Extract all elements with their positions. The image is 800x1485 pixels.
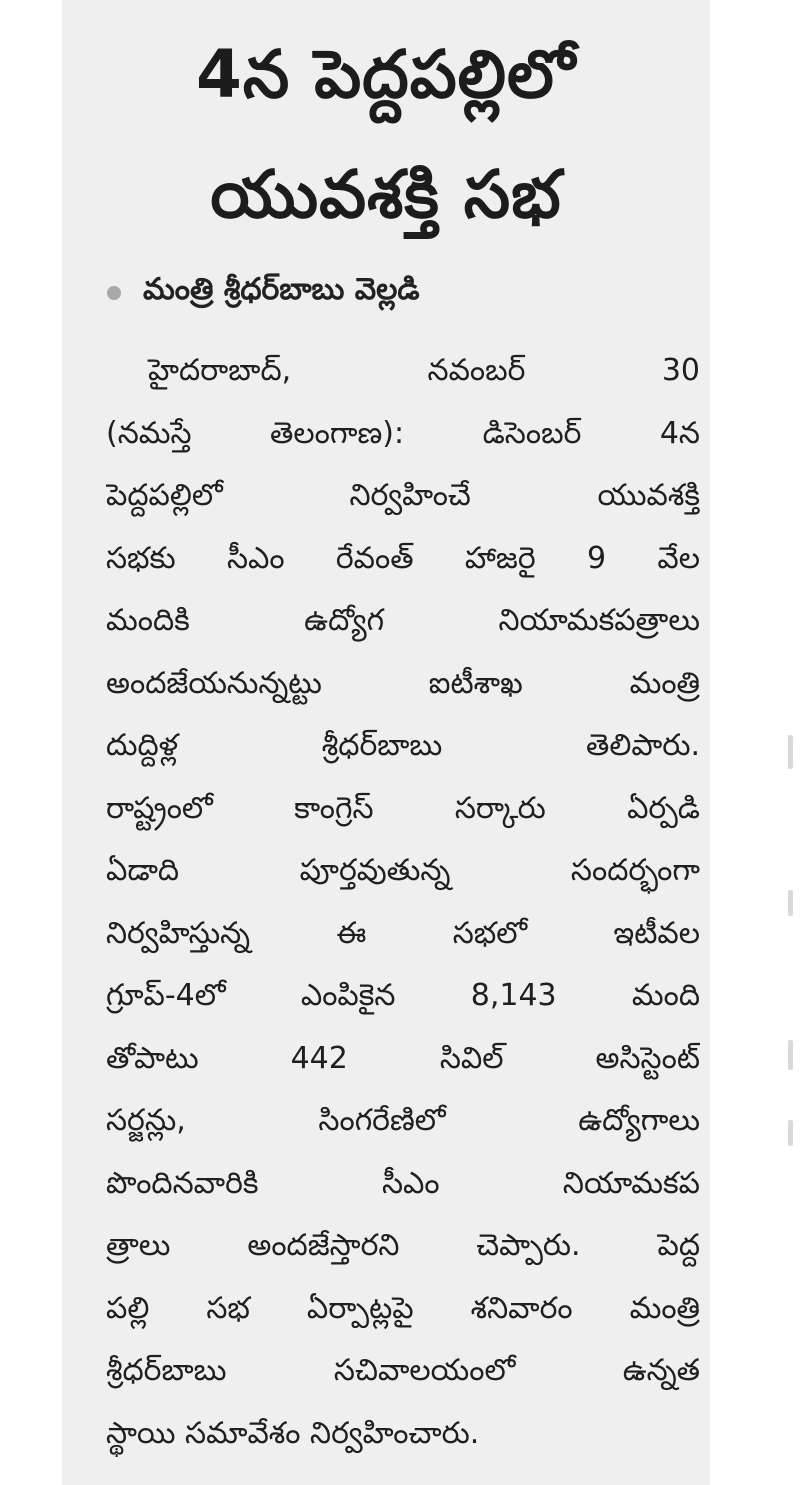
body-line: పల్లి సభ ఏర్పాట్లపై శనివారం మంత్రి <box>106 1290 700 1326</box>
body-line: రాష్ట్రంలో కాంగ్రెస్ సర్కారు ఏర్పడి <box>106 790 700 826</box>
body-line: అందజేయనున్నట్టు ఐటీశాఖ మంత్రి <box>106 665 700 701</box>
body-line: నిర్వహిస్తున్న ఈ సభలో ఇటీవల <box>106 915 700 951</box>
body-line: స్థాయి సమావేశం నిర్వహించారు. <box>106 1415 480 1451</box>
body-line: సభకు సీఎం రేవంత్ హాజరై 9 వేల <box>106 540 700 576</box>
body-line: హైదరాబాద్, నవంబర్ 30 <box>148 353 700 388</box>
body-line: (నమస్తే తెలంగాణ): డిసెంబర్ 4న <box>106 415 700 451</box>
margin-mark <box>788 735 793 769</box>
body-line: తోపాటు 442 సివిల్ అసిస్టెంట్ <box>106 1040 700 1076</box>
body-line: త్రాలు అందజేస్తారని చెప్పారు. పెద్ద <box>106 1228 700 1263</box>
headline-line-2: యువశక్తి సభ <box>210 156 562 233</box>
subheading-text: మంత్రి శ్రీధర్‌బాబు వెల్లడి <box>143 272 420 307</box>
margin-mark <box>788 1040 793 1070</box>
body-line: శ్రీధర్‌బాబు సచివాలయంలో ఉన్నత <box>106 1353 700 1388</box>
body-line: గ్రూప్-4లో ఎంపికైన 8,143 మంది <box>106 978 700 1013</box>
body-line: ఏడాది పూర్తవుతున్న సందర్భంగా <box>106 853 700 888</box>
body-line: సర్జన్లు, సింగరేణిలో ఉద్యోగాలు <box>106 1103 700 1138</box>
margin-mark <box>788 890 793 916</box>
body-line: పెద్దపల్లిలో నిర్వహించే యువశక్తి <box>106 478 700 513</box>
margin-mark <box>788 1120 793 1146</box>
body-line: మందికి ఉద్యోగ నియామకపత్రాలు <box>106 603 700 638</box>
body-line: దుద్దిళ్ల శ్రీధర్‌బాబు తెలిపారు. <box>106 728 700 763</box>
body-line: పొందినవారికి సీఎం నియామకప <box>106 1165 700 1201</box>
subheading <box>107 268 707 318</box>
article-body <box>106 340 700 1465</box>
headline-line-1: 4న పెద్దపల్లిలో <box>196 36 576 113</box>
newspaper-clipping <box>62 0 710 1485</box>
bullet-dot-icon <box>107 286 121 300</box>
